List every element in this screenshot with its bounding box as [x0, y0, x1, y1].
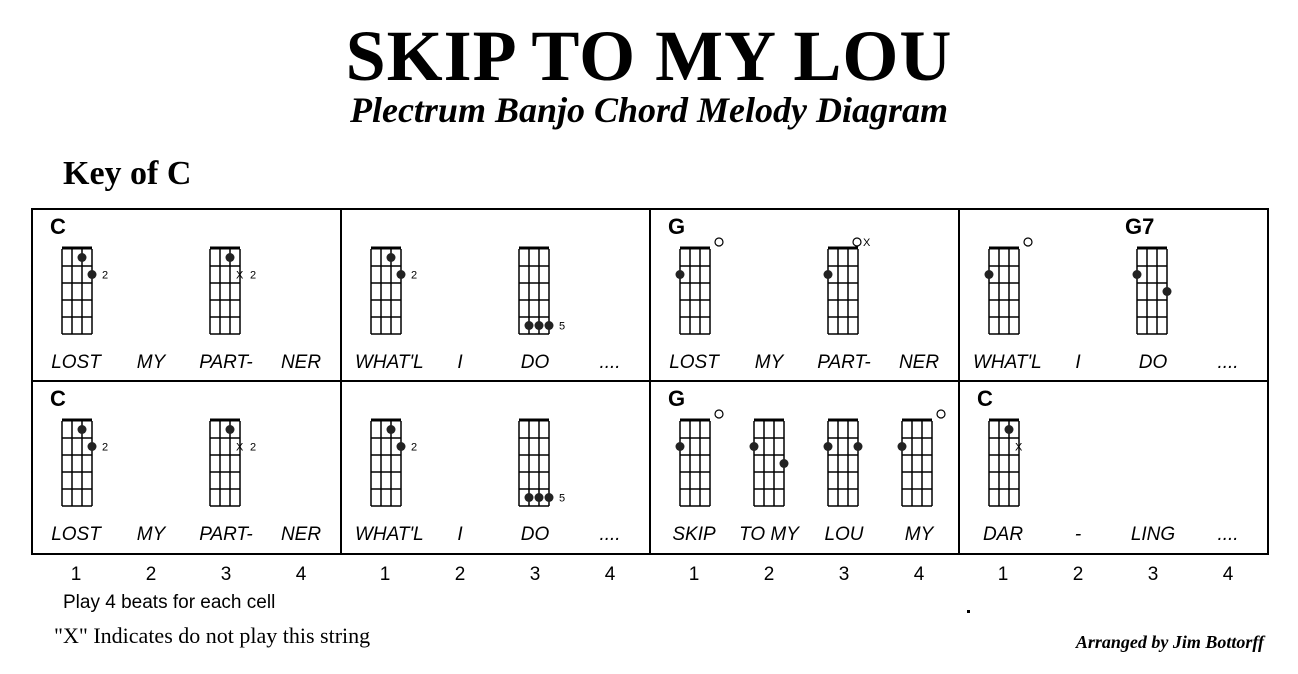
beat-number: 3 — [220, 564, 232, 585]
beat-number: 4 — [913, 564, 925, 585]
lyric-syllable: WHAT'L — [973, 352, 1042, 373]
chord-diagram — [750, 420, 789, 506]
chord-diagram — [676, 410, 724, 506]
finger-dot — [750, 442, 759, 451]
lyric-syllable: LING — [1130, 524, 1176, 545]
lyric-syllable: PART- — [817, 352, 871, 373]
chord-diagram — [898, 410, 946, 506]
lyric-syllable: .... — [599, 524, 621, 545]
finger-dot — [780, 459, 789, 468]
finger-dot — [78, 253, 87, 262]
lyric-syllable: .... — [1217, 524, 1239, 545]
fret-number: 2 — [102, 269, 109, 282]
chord-diagram — [371, 248, 417, 334]
lyric-syllable: MY — [136, 352, 166, 373]
finger-dot — [525, 493, 534, 502]
finger-dot — [397, 270, 406, 279]
finger-dot — [854, 442, 863, 451]
muted-string-marker: X — [236, 441, 244, 454]
finger-dot — [545, 321, 554, 330]
open-string-marker — [715, 238, 723, 246]
chord-name: G — [668, 386, 686, 411]
finger-dot — [545, 493, 554, 502]
chord-diagram — [62, 248, 108, 334]
beat-number: 2 — [145, 564, 157, 585]
beat-number: 1 — [688, 564, 700, 585]
fret-number: 5 — [559, 492, 566, 505]
fret-number: 2 — [250, 441, 257, 454]
lyric-syllable: I — [457, 524, 463, 545]
lyric-syllable: TO MY — [739, 524, 799, 545]
chord-name: C — [50, 214, 66, 239]
lyric-syllable: WHAT'L — [355, 524, 424, 545]
x-string-note: "X" Indicates do not play this string — [54, 623, 371, 648]
chord-diagram — [519, 420, 565, 506]
beat-number: 3 — [1147, 564, 1159, 585]
chord-diagram — [985, 238, 1033, 334]
finger-dot — [387, 425, 396, 434]
chord-name: G7 — [1125, 214, 1155, 239]
finger-dot — [1133, 270, 1142, 279]
lyric-syllable: .... — [599, 352, 621, 373]
chord-diagram — [989, 420, 1023, 506]
lyric-syllable: DAR — [982, 524, 1024, 545]
chord-name: C — [50, 386, 66, 411]
finger-dot — [88, 270, 97, 279]
open-string-marker — [1024, 238, 1032, 246]
lyric-syllable: .... — [1217, 352, 1239, 373]
lyric-syllable: LOST — [51, 524, 101, 545]
fret-number: 5 — [559, 320, 566, 333]
lyric-syllable: DO — [520, 352, 550, 373]
chord-diagram — [676, 238, 724, 334]
fret-number: 2 — [411, 269, 418, 282]
finger-dot — [1005, 425, 1014, 434]
lyric-syllable: MY — [136, 524, 166, 545]
finger-dot — [985, 270, 994, 279]
finger-dot — [226, 253, 235, 262]
finger-dot — [525, 321, 534, 330]
beat-number: 2 — [454, 564, 466, 585]
finger-dot — [88, 442, 97, 451]
muted-string-marker: X — [1015, 441, 1023, 454]
beats-note: Play 4 beats for each cell — [63, 592, 276, 613]
lyric-syllable: I — [457, 352, 463, 373]
fret-number: 2 — [411, 441, 418, 454]
lyric-syllable: NER — [280, 352, 322, 373]
lyric-syllable: PART- — [199, 352, 253, 373]
chord-diagram — [62, 420, 108, 506]
finger-dot — [387, 253, 396, 262]
lyric-syllable: NER — [280, 524, 322, 545]
muted-string-marker: X — [863, 237, 871, 249]
lyric-syllable: DO — [1138, 352, 1168, 373]
beat-number: 4 — [295, 564, 307, 585]
key-label: Key of C — [63, 155, 192, 192]
open-string-marker — [853, 238, 861, 246]
beat-number: 3 — [838, 564, 850, 585]
fret-number: 2 — [250, 269, 257, 282]
lyric-syllable: DO — [520, 524, 550, 545]
finger-dot — [824, 270, 833, 279]
lyric-syllable: PART- — [199, 524, 253, 545]
beat-number: 2 — [1072, 564, 1084, 585]
finger-dot — [676, 270, 685, 279]
beat-number: 4 — [1222, 564, 1234, 585]
chord-name: C — [977, 386, 993, 411]
lyric-syllable: MY — [754, 352, 784, 373]
open-string-marker — [937, 410, 945, 418]
beat-number: 1 — [997, 564, 1009, 585]
muted-string-marker: X — [236, 269, 244, 282]
finger-dot — [535, 493, 544, 502]
finger-dot — [226, 425, 235, 434]
lyric-syllable: MY — [904, 524, 934, 545]
beat-number: 4 — [604, 564, 616, 585]
finger-dot — [898, 442, 907, 451]
finger-dot — [1163, 287, 1172, 296]
lyric-syllable: LOU — [824, 524, 864, 545]
finger-dot — [397, 442, 406, 451]
lyric-syllable: NER — [898, 352, 940, 373]
beat-number: 2 — [763, 564, 775, 585]
lyric-syllable: LOST — [669, 352, 719, 373]
arranged-by-credit: Arranged by Jim Bottorff — [1075, 632, 1264, 652]
finger-dot — [824, 442, 833, 451]
lyric-syllable: LOST — [51, 352, 101, 373]
fret-number: 2 — [102, 441, 109, 454]
beat-number: 1 — [379, 564, 391, 585]
beat-number: 3 — [529, 564, 541, 585]
chord-diagram — [824, 237, 872, 334]
stray-dot — [967, 610, 970, 613]
finger-dot — [78, 425, 87, 434]
open-string-marker — [715, 410, 723, 418]
finger-dot — [676, 442, 685, 451]
lyric-syllable: - — [1074, 524, 1082, 545]
song-title: SKIP TO MY LOU — [345, 16, 953, 96]
chord-diagram — [824, 420, 863, 506]
chord-name: G — [668, 214, 686, 239]
beat-number: 1 — [70, 564, 82, 585]
lyric-syllable: SKIP — [672, 524, 716, 545]
chord-diagram — [1133, 248, 1172, 334]
chord-diagram — [519, 248, 565, 334]
lyric-syllable: WHAT'L — [355, 352, 424, 373]
song-subtitle: Plectrum Banjo Chord Melody Diagram — [349, 90, 949, 130]
chord-diagram — [210, 248, 256, 334]
finger-dot — [535, 321, 544, 330]
chord-diagram — [210, 420, 256, 506]
chord-diagram — [371, 420, 417, 506]
lyric-syllable: I — [1075, 352, 1081, 373]
